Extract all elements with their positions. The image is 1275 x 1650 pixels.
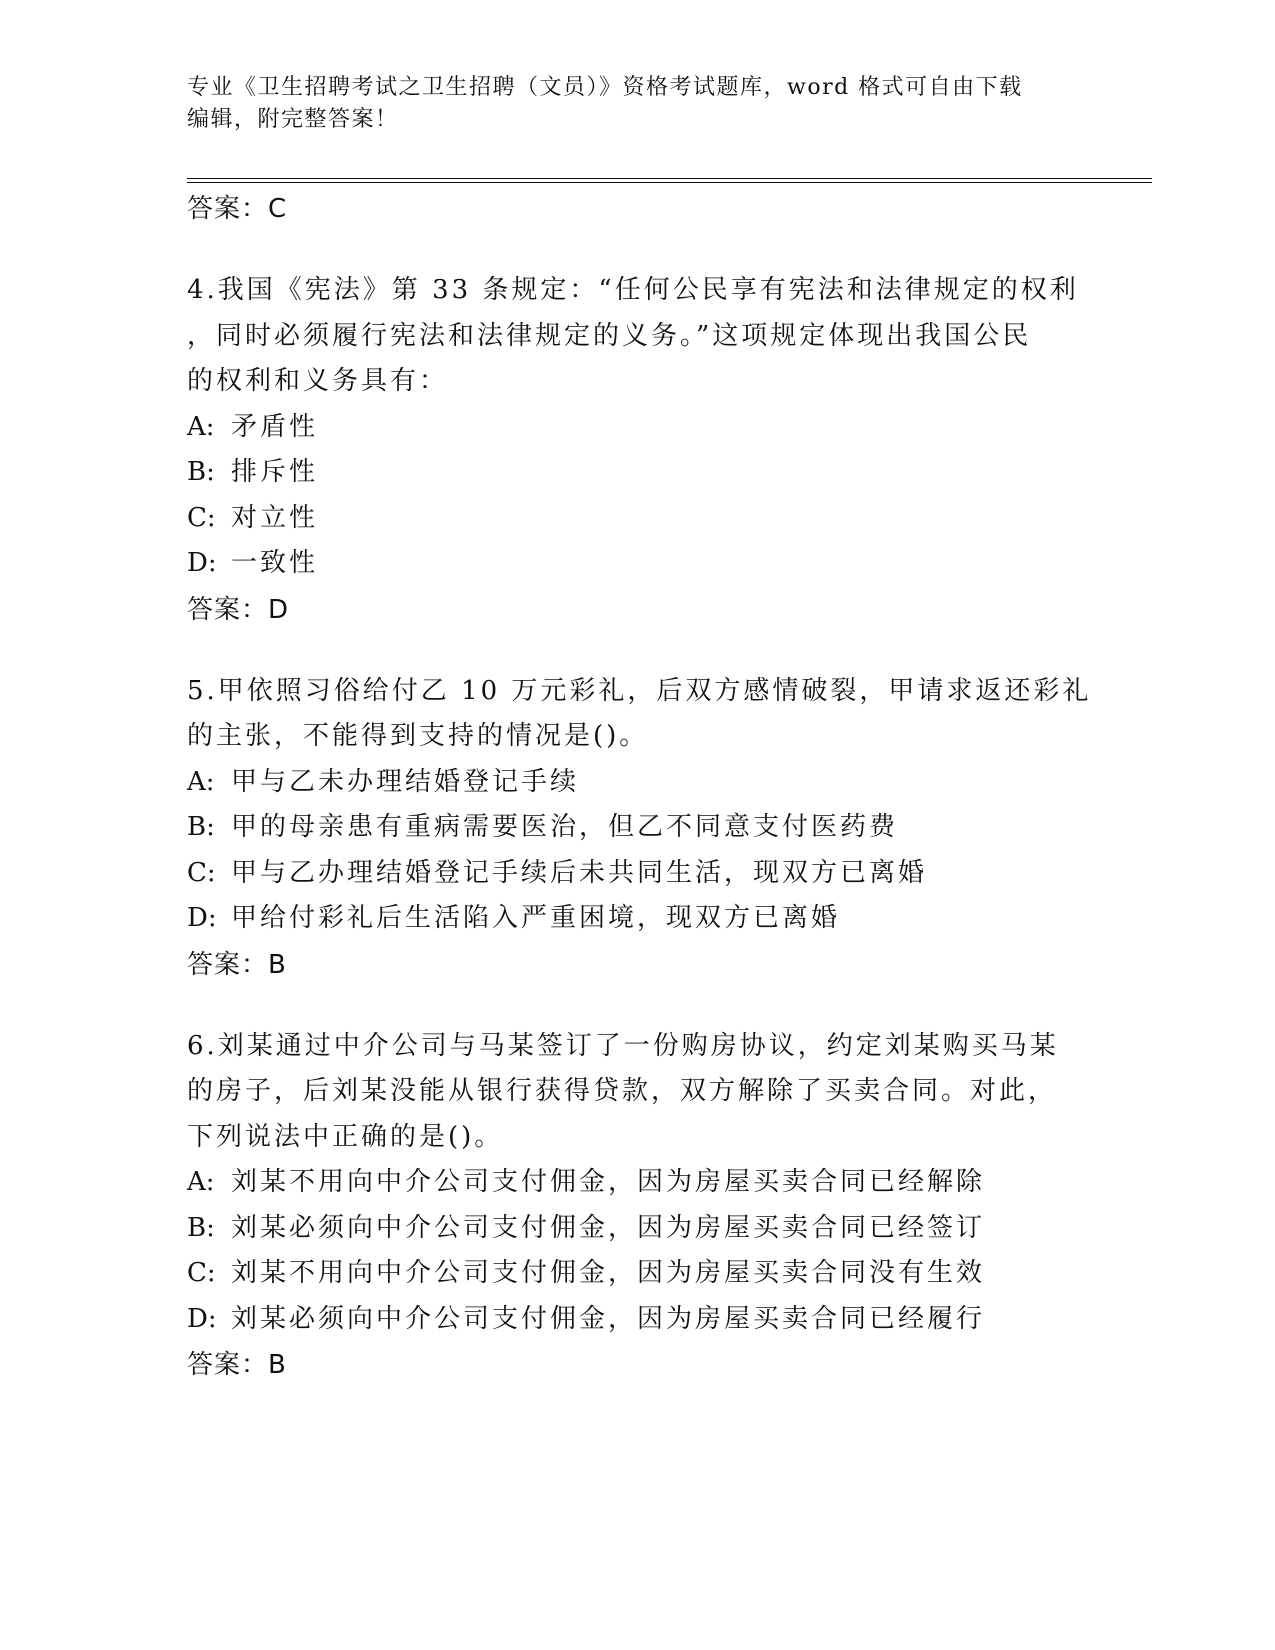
question-5-option-a [187,760,1087,806]
question-6-option-a [187,1160,1087,1206]
question-6-stem-line: 6.刘某通过中介公司与马某签订了一份购房协议，约定刘某购买马某 [187,1030,1059,1061]
option-text: 矛盾性 [231,411,319,442]
option-text: 甲与乙办理结婚登记手续后未共同生活，现双方已离婚 [231,857,928,888]
option-letter: B: [187,457,215,487]
option-text: 甲与乙未办理结婚登记手续 [231,766,580,797]
header-line-1: 专业《卫生招聘考试之卫生招聘（文员）》资格考试题库，word 格式可自由下载 [187,75,1023,100]
option-letter: D: [187,1303,217,1334]
question-6-option-d [187,1297,1087,1343]
option-letter: D: [187,903,217,933]
question-4-option-a [187,405,1087,451]
question-5-option-b [187,805,1087,851]
option-text: 排斥性 [231,457,319,487]
question-6-answer: 答案：B [187,1350,287,1380]
page-header [187,72,1067,136]
question-4-option-c [187,496,1087,542]
question-5-option-d [187,896,1087,942]
header-rule-bottom [187,182,1152,183]
question-6 [187,1024,1087,1389]
option-text: 一致性 [231,548,319,578]
option-letter: D: [187,548,217,578]
question-4 [187,268,1087,633]
option-letter: B: [187,812,215,842]
question-6-option-c [187,1251,1087,1297]
question-4-stem-line: 的权利和义务具有： [187,366,449,396]
option-text: 甲给付彩礼后生活陷入严重困境，现双方已离婚 [231,903,841,933]
question-4-option-d [187,541,1087,587]
header-line-2: 编辑，附完整答案！ [187,107,399,132]
question-4-option-b [187,450,1087,496]
option-letter: A: [187,411,215,442]
option-letter: C: [187,857,216,888]
option-letter: A: [187,1167,215,1197]
option-text: 甲的母亲患有重病需要医治，但乙不同意支付医药费 [231,812,899,842]
option-text: 刘某必须向中介公司支付佣金，因为房屋买卖合同已经履行 [231,1303,986,1334]
option-letter: C: [187,1258,216,1288]
question-list [187,186,1092,1388]
question-5-stem-line: 5.甲依照习俗给付乙 10 万元彩礼，后双方感情破裂，甲请求返还彩礼 [187,675,1092,706]
question-4-stem-line: ，同时必须履行宪法和法律规定的义务。”这项规定体现出我国公民 [187,320,1032,351]
option-text: 刘某不用向中介公司支付佣金，因为房屋买卖合同没有生效 [231,1258,986,1288]
question-5 [187,669,1092,988]
question-6-stem-line: 的房子，后刘某没能从银行获得贷款，双方解除了买卖合同。对此， [187,1076,1058,1106]
previous-answer: 答案：C [187,194,288,224]
question-5-option-c [187,851,1087,897]
header-rule-top [187,178,1152,179]
question-5-answer: 答案：B [187,949,287,980]
option-letter: B: [187,1212,215,1243]
option-text: 刘某必须向中介公司支付佣金，因为房屋买卖合同已经签订 [231,1212,986,1243]
option-text: 刘某不用向中介公司支付佣金，因为房屋买卖合同已经解除 [231,1167,986,1197]
question-6-stem-line: 下列说法中正确的是()。 [187,1121,504,1152]
question-4-answer: 答案：D [187,594,290,625]
question-5-stem-line: 的主张，不能得到支持的情况是()。 [187,721,649,751]
option-text: 对立性 [231,502,319,533]
option-letter: A: [187,766,215,797]
question-4-stem-line: 4.我国《宪法》第 33 条规定：“任何公民享有宪法和法律规定的权利 [187,275,1079,305]
question-6-option-b [187,1206,1087,1252]
option-letter: C: [187,502,216,533]
